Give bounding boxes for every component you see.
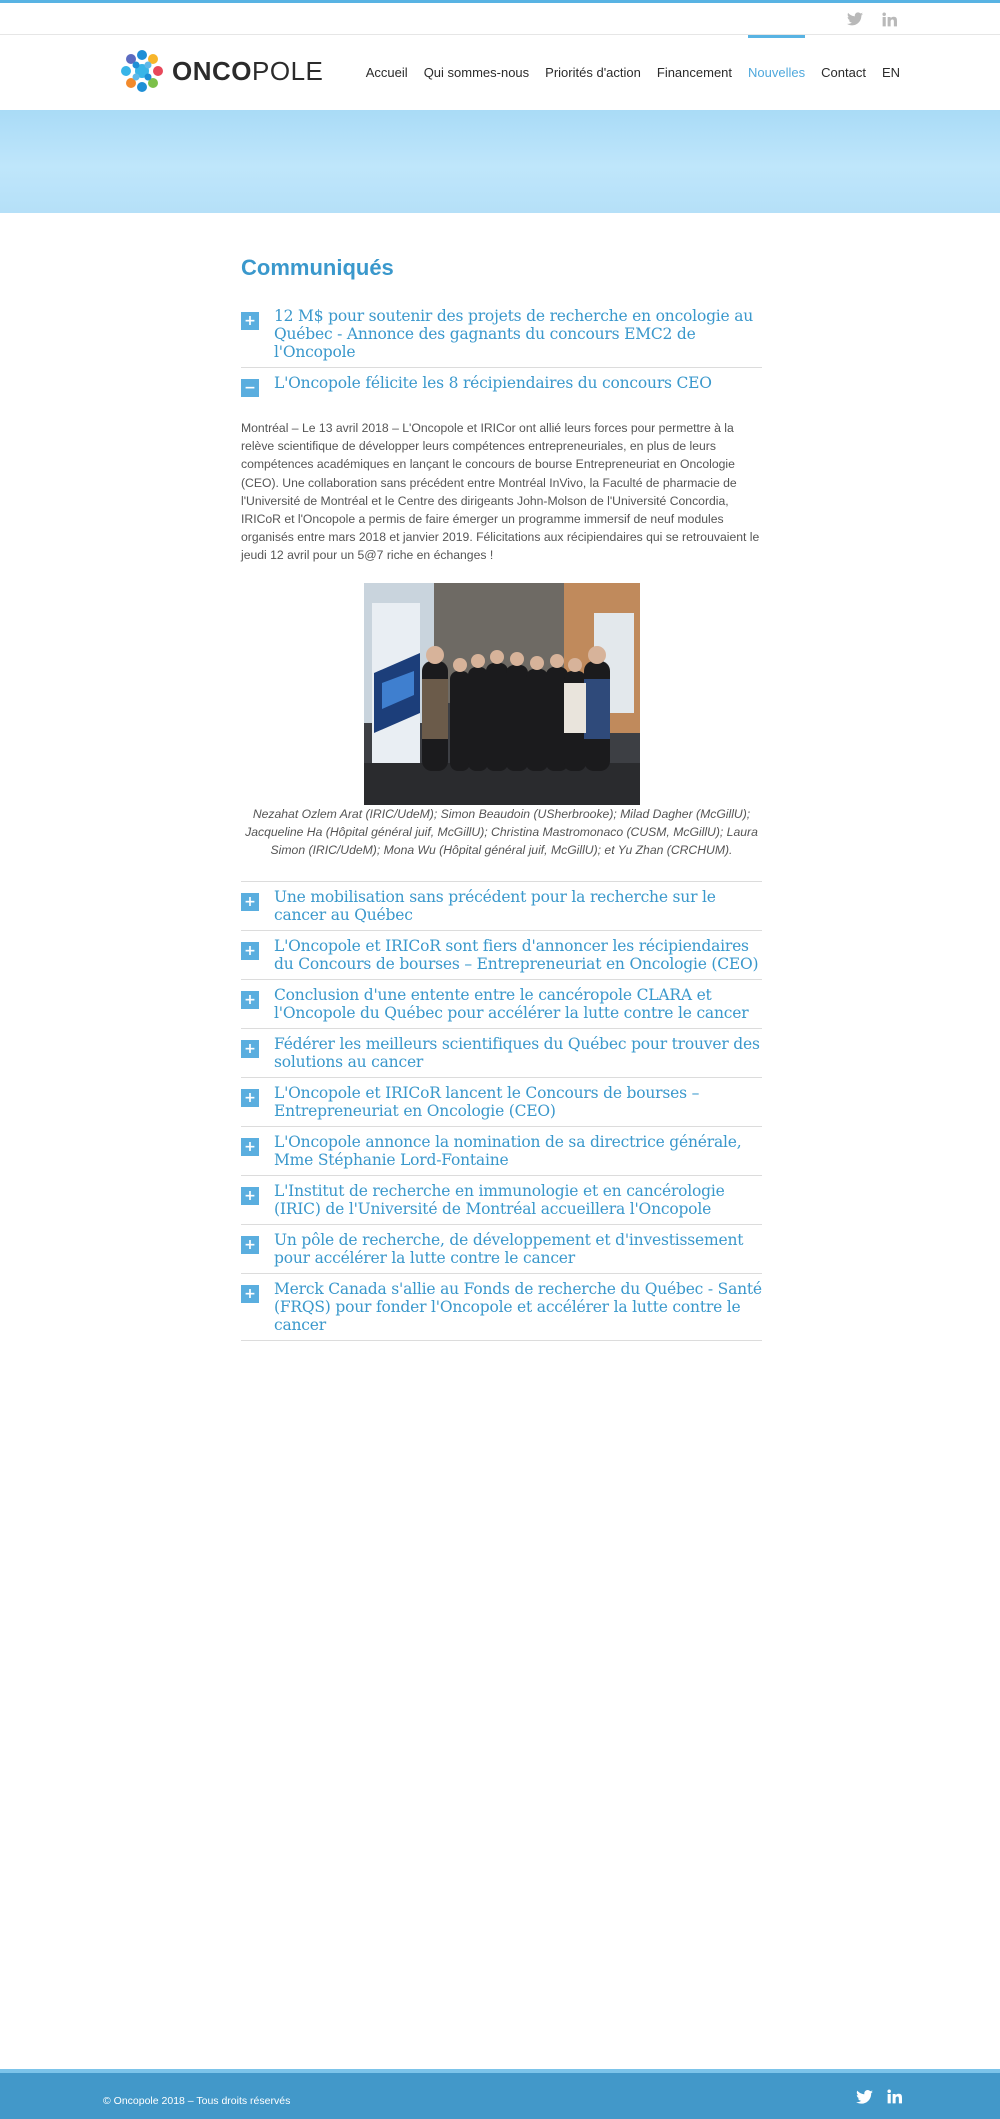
accordion-header[interactable] — [241, 1176, 762, 1224]
accordion-item — [241, 1029, 762, 1078]
collapse-icon[interactable]: − — [241, 379, 259, 397]
accordion-title[interactable]: Conclusion d'une entente entre le cancéropole CLARA et l'Oncopole du Québec pour accélérer la lutte contre le cancer — [274, 986, 749, 1023]
photo-caption: Nezahat Ozlem Arat (IRIC/UdeM); Simon Beaudoin (USherbrooke); Milad Dagher (McGillU); Jacqueline Ha (Hôpital général juif, McGillU); Christina Mastromonaco (CUSM, McGillU); Laura Simon (IRIC/UdeM); Mona Wu (Hôpital général juif, McGillU); et Yu Zhan (CRCHUM). — [245, 806, 758, 858]
site-header — [0, 34, 1000, 110]
nav-item-accueil[interactable]: Accueil — [365, 65, 408, 80]
expand-icon[interactable]: + — [241, 991, 259, 1009]
group-photo — [364, 583, 640, 805]
twitter-icon — [856, 2090, 873, 2104]
accordion-header[interactable] — [241, 1078, 762, 1126]
nav-item-priorites[interactable]: Priorités d'action — [545, 65, 641, 80]
accordion-title[interactable]: L'Oncopole et IRICoR sont fiers d'annoncer les récipiendaires du Concours de bourses – Entrepreneuriat en Oncologie (CEO) — [274, 937, 759, 974]
oncopole-logo[interactable] — [120, 49, 323, 93]
nav-item-contact[interactable]: Contact — [821, 65, 866, 80]
main-content — [241, 255, 762, 1341]
nav-item-financement[interactable]: Financement — [656, 65, 733, 80]
accordion-body — [241, 403, 762, 881]
social-links-top — [844, 8, 900, 30]
nav-item-qui-sommes-nous[interactable]: Qui sommes-nous — [423, 65, 530, 80]
article-photo-wrap — [241, 583, 762, 805]
accordion-header[interactable] — [241, 980, 762, 1028]
oncopole-logo-icon — [120, 49, 164, 93]
accordion-title[interactable]: 12 M$ pour soutenir des projets de recherche en oncologie au Québec - Annonce des gagnants du concours EMC2 de l'Oncopole — [274, 307, 754, 361]
expand-icon[interactable]: + — [241, 1040, 259, 1058]
accordion-title[interactable]: Une mobilisation sans précédent pour la recherche sur le cancer au Québec — [274, 888, 716, 925]
accordion-title[interactable]: L'Oncopole félicite les 8 récipiendaires du concours CEO — [274, 374, 712, 392]
top-accent-line — [0, 0, 1000, 3]
linkedin-icon — [887, 2089, 902, 2104]
accordion-title[interactable]: L'Oncopole et IRICoR lancent le Concours de bourses – Entrepreneuriat en Oncologie (CEO) — [274, 1084, 700, 1121]
expand-icon[interactable]: + — [241, 893, 259, 911]
nav-item-language-en[interactable]: EN — [881, 65, 900, 80]
nav-item-nouvelles[interactable]: Nouvelles — [748, 35, 805, 111]
expand-icon[interactable]: + — [241, 1285, 259, 1303]
footer-copyright: © Oncopole 2018 – Tous droits réservés — [103, 2095, 291, 2107]
accordion-header[interactable] — [241, 1225, 762, 1273]
page-title: Communiqués — [241, 255, 394, 280]
accordion-item — [241, 882, 762, 931]
accordion-item — [241, 1176, 762, 1225]
expand-icon[interactable]: + — [241, 312, 259, 330]
accordion-header[interactable] — [241, 1127, 762, 1175]
accordion-item — [241, 931, 762, 980]
accordion-item — [241, 980, 762, 1029]
accordion-item — [241, 1127, 762, 1176]
accordion-header[interactable] — [241, 1274, 762, 1340]
site-footer — [0, 2069, 1000, 2119]
twitter-icon — [847, 12, 863, 26]
linkedin-link[interactable] — [878, 8, 900, 30]
article-text: Montréal – Le 13 avril 2018 – L'Oncopole et IRICor ont allié leurs forces pour permettre à la relève scientifique de développer leurs compétences entrepreneuriales, en plus de leurs compétences académiques en lançant le concours de bourse Entrepreneuriat en Oncologie (CEO). Une collaboration sans précédent entre Montréal InVivo, la Faculté de pharmacie de l'Université de Montréal et le Centre des dirigeants John-Molson de l'Université Concordia, IRICoR et l'Oncopole a permis de faire émerger un programme immersif de neuf modules organisés entre mars 2018 et janvier 2019. Félicitations aux récipiendaires qui se retrouvaient le jeudi 12 avril pour un 5@7 riche en échanges ! — [241, 421, 760, 563]
expand-icon[interactable]: + — [241, 1089, 259, 1107]
main-nav — [366, 35, 900, 111]
logo-wordmark-bold: ONCO — [172, 55, 252, 86]
linkedin-icon — [882, 12, 897, 27]
accordion-item — [241, 301, 762, 368]
accordion-title[interactable]: L'Oncopole annonce la nomination de sa directrice générale, Mme Stéphanie Lord-Fontaine — [274, 1133, 742, 1170]
twitter-link-footer[interactable] — [856, 2090, 873, 2109]
accordion-header[interactable] — [241, 882, 762, 930]
accordion-title[interactable]: Un pôle de recherche, de développement et d'investissement pour accélérer la lutte contre le cancer — [274, 1231, 744, 1268]
logo-wordmark — [172, 56, 323, 87]
accordion-item — [241, 1225, 762, 1274]
accordion-header[interactable] — [241, 931, 762, 979]
accordion-header[interactable] — [241, 1029, 762, 1077]
twitter-link[interactable] — [844, 8, 866, 30]
expand-icon[interactable]: + — [241, 1236, 259, 1254]
hero-banner — [0, 110, 1000, 213]
accordion-title[interactable]: Merck Canada s'allie au Fonds de recherche du Québec - Santé (FRQS) pour fonder l'Oncopole et accélérer la lutte contre le cancer — [274, 1280, 762, 1335]
accordion-header[interactable] — [241, 301, 762, 367]
expand-icon[interactable]: + — [241, 942, 259, 960]
accordion-item — [241, 1274, 762, 1341]
accordion-item — [241, 1078, 762, 1127]
logo-wordmark-regular: POLE — [252, 55, 324, 86]
accordion-title[interactable]: Fédérer les meilleurs scientifiques du Québec pour trouver des solutions au cancer — [274, 1035, 760, 1072]
expand-icon[interactable]: + — [241, 1138, 259, 1156]
accordion-title[interactable]: L'Institut de recherche en immunologie et en cancérologie (IRIC) de l'Université de Montréal accueillera l'Oncopole — [274, 1182, 725, 1219]
linkedin-link-footer[interactable] — [887, 2089, 902, 2109]
accordion-item-open — [241, 368, 762, 882]
accordion-header[interactable] — [241, 368, 762, 403]
expand-icon[interactable]: + — [241, 1187, 259, 1205]
social-links-footer — [856, 2089, 902, 2109]
